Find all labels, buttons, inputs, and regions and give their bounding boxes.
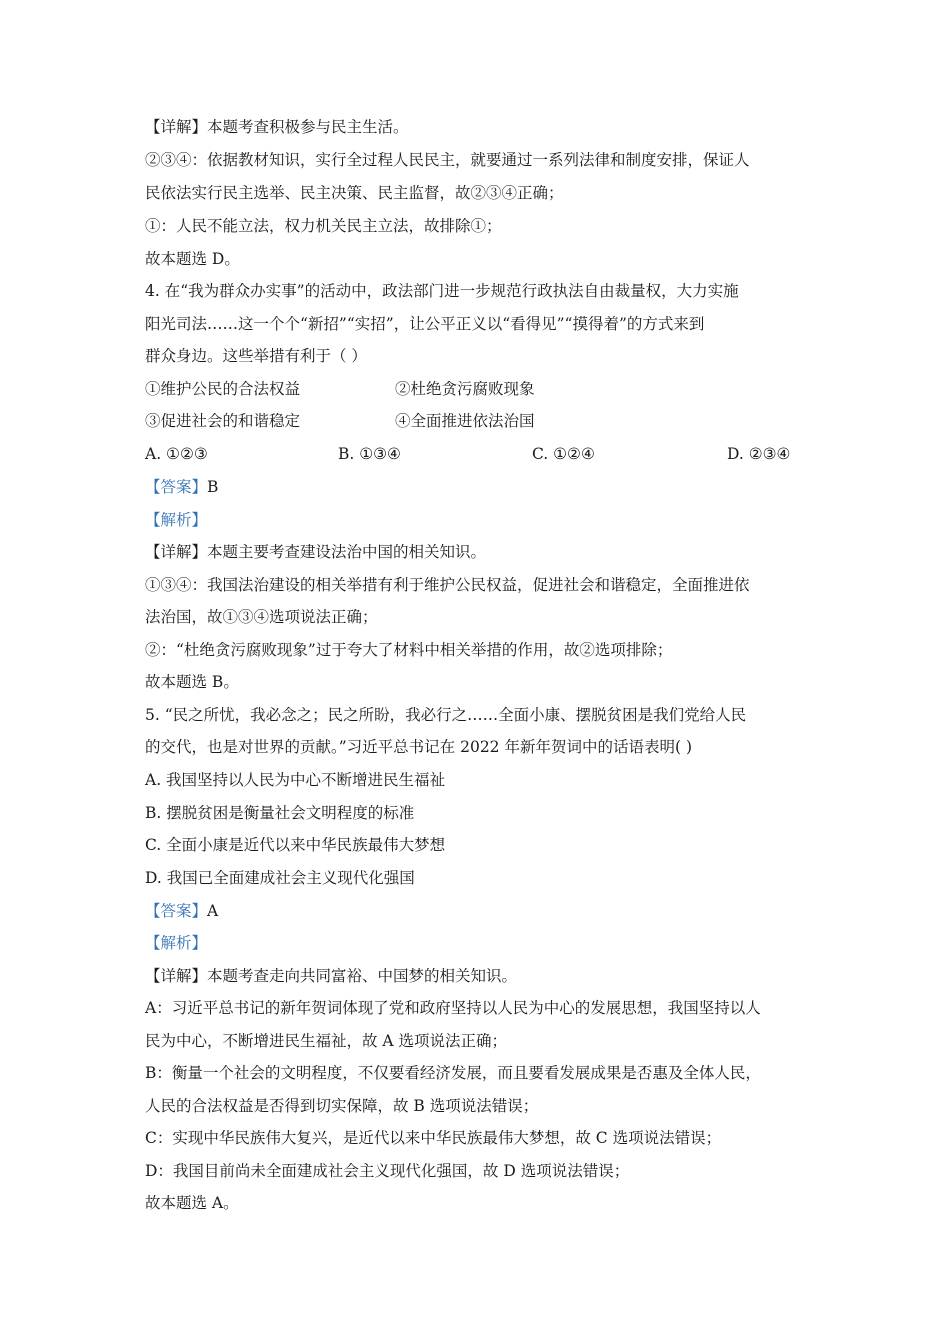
q4-analysis-tag: 【解析】 bbox=[145, 511, 208, 529]
q5-explain-line: A：习近平总书记的新年贺词体现了党和政府坚持以人民为中心的发展思想，我国坚持以人 bbox=[145, 999, 761, 1017]
q3-explain-line: 民依法实行民主选举、民主决策、民主监督，故②③④正确； bbox=[145, 184, 564, 202]
q4-statement-1: ①维护公民的合法权益 bbox=[145, 380, 301, 398]
q4-option-d: D. ②③④ bbox=[727, 445, 791, 463]
q5-explain-line: D：我国目前尚未全面建成社会主义现代化强国，故 D 选项说法错误； bbox=[145, 1162, 630, 1180]
q5-stem-line: 5. “民之所忧，我必念之；民之所盼，我必行之……全面小康、摆脱贫困是我们党给人民 bbox=[145, 706, 747, 724]
q5-explain-line: B：衡量一个社会的文明程度，不仅要看经济发展，而且要看发展成果是否惠及全体人民， bbox=[145, 1064, 761, 1082]
q5-conclusion: 故本题选 A。 bbox=[145, 1194, 239, 1212]
q4-statement-2: ②杜绝贪污腐败现象 bbox=[395, 380, 535, 398]
q5-option-d: D. 我国已全面建成社会主义现代化强国 bbox=[145, 869, 415, 887]
q5-explain-line: 民为中心，不断增进民生福祉，故 A 选项说法正确； bbox=[145, 1032, 508, 1050]
q5-option-c: C. 全面小康是近代以来中华民族最伟大梦想 bbox=[145, 836, 446, 854]
q4-statement-3: ③促进社会的和谐稳定 bbox=[145, 412, 301, 430]
q5-option-b: B. 摆脱贫困是衡量社会文明程度的标准 bbox=[145, 804, 415, 822]
answer-value: B bbox=[207, 478, 219, 496]
answer-tag: 【答案】 bbox=[145, 478, 208, 496]
q4-detail: 【详解】本题主要考查建设法治中国的相关知识。 bbox=[145, 543, 487, 561]
q5-answer bbox=[145, 901, 810, 921]
q4-option-b: B. ①③④ bbox=[338, 445, 401, 463]
q5-detail: 【详解】本题考查走向共同富裕、中国梦的相关知识。 bbox=[145, 967, 518, 985]
answer-value: A bbox=[207, 902, 219, 920]
q5-explain-line: C：实现中华民族伟大复兴，是近代以来中华民族最伟大梦想，故 C 选项说法错误； bbox=[145, 1129, 722, 1147]
q4-explain-line: ①③④：我国法治建设的相关举措有利于维护公民权益，促进社会和谐稳定，全面推进依 bbox=[145, 576, 750, 594]
q4-option-a: A. ①②③ bbox=[145, 445, 208, 463]
q5-explain-line: 人民的合法权益是否得到切实保障，故 B 选项说法错误； bbox=[145, 1097, 539, 1115]
q5-option-a: A. 我国坚持以人民为中心不断增进民生福祉 bbox=[145, 771, 446, 789]
q3-conclusion: 故本题选 D。 bbox=[145, 250, 240, 268]
q4-explain-line: ②：“杜绝贪污腐败现象”过于夸大了材料中相关举措的作用，故②选项排除； bbox=[145, 641, 673, 659]
q4-statement-4: ④全面推进依法治国 bbox=[395, 412, 535, 430]
q4-option-c: C. ①②④ bbox=[532, 445, 595, 463]
q5-analysis-tag: 【解析】 bbox=[145, 934, 208, 952]
q5-stem-line: 的交代，也是对世界的贡献。”习近平总书记在 2022 年新年贺词中的话语表明( ) bbox=[145, 738, 692, 756]
q4-explain-line: 法治国，故①③④选项说法正确； bbox=[145, 608, 378, 626]
answer-tag: 【答案】 bbox=[145, 902, 208, 920]
q4-conclusion: 故本题选 B。 bbox=[145, 673, 239, 691]
q4-stem-line: 阳光司法……这一个个“新招”“实招”，让公平正义以“看得见”“摸得着”的方式来到 bbox=[145, 315, 705, 333]
q4-answer bbox=[145, 477, 810, 497]
q4-stem-line: 4. 在“我为群众办实事”的活动中，政法部门进一步规范行政执法自由裁量权，大力实施 bbox=[145, 282, 739, 300]
q3-explain-line: ②③④：依据教材知识，实行全过程人民民主，就要通过一系列法律和制度安排，保证人 bbox=[145, 151, 750, 169]
q4-stem-line: 群众身边。这些举措有利于（ ） bbox=[145, 347, 367, 365]
q3-detail: 【详解】本题考查积极参与民主生活。 bbox=[145, 118, 409, 136]
q3-explain-line: ①：人民不能立法，权力机关民主立法，故排除①； bbox=[145, 217, 502, 235]
